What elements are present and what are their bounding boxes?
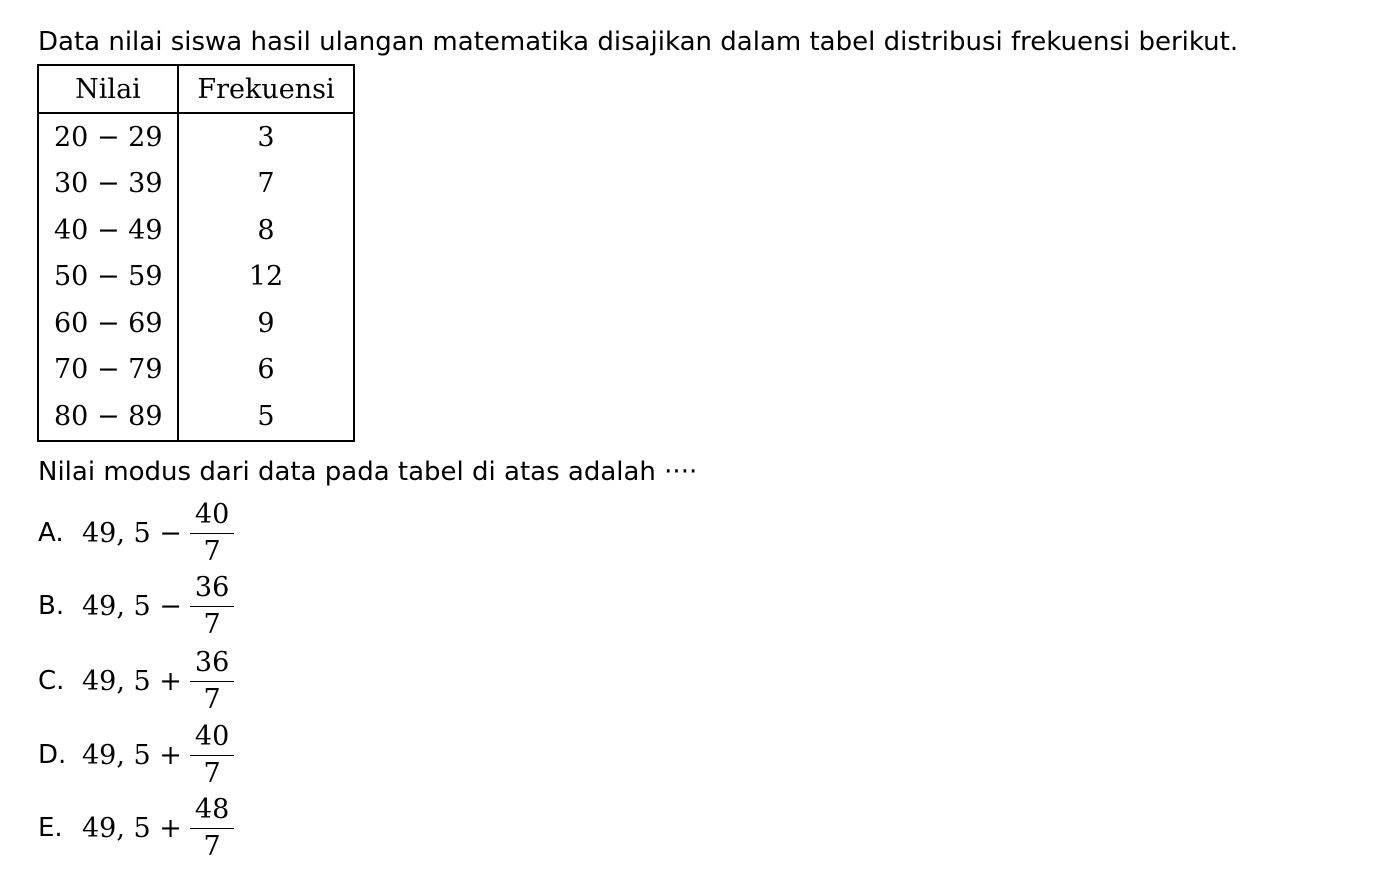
frequency-table [37,64,355,442]
option-b[interactable] [38,569,234,643]
cell-frekuensi: 5 [257,400,275,432]
cell-nilai: 20 − 29 [38,113,178,161]
option-expression: 49, 5 + [82,812,182,844]
question-text: Nilai modus dari data pada tabel di atas adalah ···· [38,457,698,487]
cell-nilai: 80 − 89 [38,393,178,441]
fraction-denominator: 7 [203,683,221,715]
intro-text: Data nilai siswa hasil ulangan matematika disajikan dalam tabel distribusi frekuensi berikut. [38,27,1239,57]
table-row [38,347,354,394]
fraction [190,795,234,862]
fraction [190,573,234,640]
option-letter: A. [38,518,64,548]
fraction-numerator: 36 [190,573,234,607]
fraction-denominator: 7 [203,535,221,567]
option-letter: C. [38,666,65,696]
table-header-row [38,65,354,113]
header-frekuensi: Frekuensi [178,65,354,113]
cell-frekuensi: 3 [257,121,275,153]
header-nilai: Nilai [38,65,178,113]
table-row [38,393,354,441]
table-row [38,113,354,161]
cell-nilai: 30 − 39 [38,161,178,208]
cell-nilai: 60 − 69 [38,300,178,347]
cell-frekuensi: 7 [257,168,275,200]
fraction [190,648,234,715]
option-expression: 49, 5 − [82,590,182,622]
fraction-numerator: 36 [190,648,234,682]
fraction-numerator: 40 [190,722,234,756]
table-row [38,207,354,254]
fraction-numerator: 48 [190,795,234,829]
option-c[interactable] [38,644,234,718]
option-d[interactable] [38,718,234,792]
fraction [190,500,234,567]
option-letter: E. [38,813,63,843]
cell-nilai: 50 − 59 [38,254,178,301]
option-e[interactable] [38,791,234,865]
option-letter: D. [38,740,67,770]
fraction-denominator: 7 [203,608,221,640]
table-row [38,254,354,301]
cell-frekuensi: 9 [257,307,275,339]
fraction [190,722,234,789]
option-expression: 49, 5 + [82,665,182,697]
cell-nilai: 70 − 79 [38,347,178,394]
fraction-numerator: 40 [190,500,234,534]
fraction-denominator: 7 [203,757,221,789]
fraction-denominator: 7 [203,830,221,862]
cell-frekuensi: 12 [248,261,284,293]
table-row [38,161,354,208]
cell-frekuensi: 6 [257,354,275,386]
cell-nilai: 40 − 49 [38,207,178,254]
option-a[interactable] [38,496,234,570]
table-row [38,300,354,347]
cell-frekuensi: 8 [257,214,275,246]
option-expression: 49, 5 + [82,739,182,771]
option-letter: B. [38,591,65,621]
option-expression: 49, 5 − [82,517,182,549]
